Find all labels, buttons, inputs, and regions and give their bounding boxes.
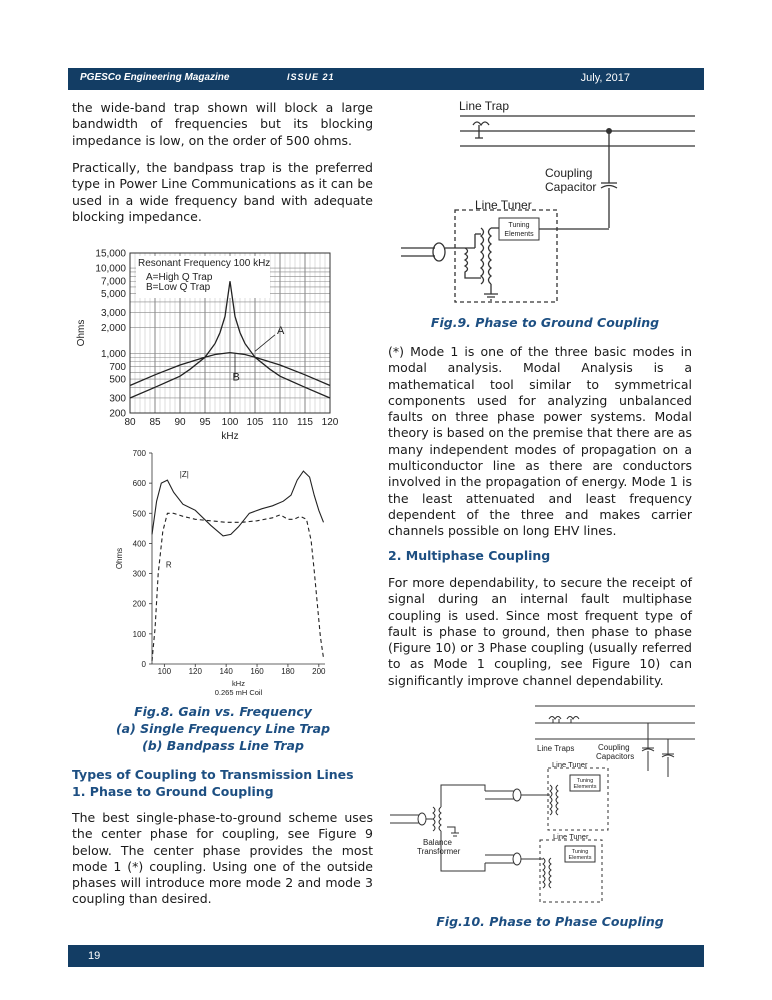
- x-tick-label: 100: [157, 667, 172, 676]
- line-tuner-label: Line Tuner: [475, 198, 532, 212]
- coupling-capacitor-symbol: [601, 183, 617, 188]
- tuner-coil-secondary: [489, 228, 492, 284]
- tuner-coil-primary: [481, 228, 484, 284]
- y-tick-label: 500: [132, 509, 146, 519]
- y-tick-label: 10,000: [95, 263, 126, 275]
- section-heading: [72, 767, 373, 800]
- tuning-label-b: Tuning: [571, 849, 589, 855]
- balance-ground-symbol: [447, 827, 459, 836]
- x-tick-label: 115: [297, 417, 313, 428]
- annotation-resonant: Resonant Frequency 100 kHz: [138, 258, 271, 269]
- page-header: [68, 68, 704, 90]
- coupling-label: Coupling: [598, 743, 630, 752]
- annotation-low-q: B=Low Q Trap: [146, 282, 211, 293]
- line-traps-symbol: [549, 717, 579, 724]
- y-tick-label: 600: [132, 479, 146, 489]
- y-axis-label: Ohms: [76, 319, 87, 347]
- coax-cable-end: [433, 243, 445, 261]
- fig10-caption: Fig.10. Phase to Phase Coupling: [436, 914, 664, 929]
- series-line-r: [152, 513, 324, 661]
- y-tick-label: 100: [132, 629, 146, 639]
- matching-coil: [465, 248, 481, 278]
- y-tick-label: 300: [109, 393, 126, 405]
- capacitors-label: Capacitors: [596, 752, 635, 761]
- x-tick-label: 180: [281, 667, 295, 676]
- y-tick-label: 0: [141, 660, 146, 669]
- y-tick-label: 500: [109, 374, 126, 386]
- y-tick-label: 200: [109, 408, 126, 420]
- line-traps-label: Line Traps: [537, 744, 575, 753]
- x-tick-label: 200: [312, 667, 326, 676]
- x-tick-label: 95: [199, 417, 211, 428]
- paragraph-bandpass-trap: Practically, the bandpass trap is the preferred type in Power Line Communications as it can be used in a wide frequency band with adequate blocking impedance.: [72, 160, 373, 224]
- capacitor-label: Capacitor: [545, 180, 597, 194]
- coupling-label: Coupling: [545, 166, 593, 180]
- x-axis-label: kHz: [221, 431, 239, 442]
- issue-number: ISSUE 21: [287, 72, 335, 82]
- fig8-caption-line2: (a) Single Frequency Line Trap: [115, 721, 331, 736]
- tuner-coil-b: [543, 858, 551, 888]
- balance-transformer-leads: [441, 785, 485, 871]
- connection-dot: [606, 128, 612, 134]
- section-heading-phase-ground: 1. Phase to Ground Coupling: [72, 783, 274, 799]
- line-trap-symbol: [473, 122, 489, 138]
- balance-label: Balance: [423, 838, 452, 847]
- multiphase-heading: 2. Multiphase Coupling: [388, 548, 551, 563]
- coax-output-cables: [485, 791, 515, 863]
- y-axis-label: Ohms: [115, 547, 124, 570]
- elements-label: Elements: [504, 231, 534, 238]
- x-tick-label: 85: [149, 417, 161, 428]
- series-label-z: |Z|: [179, 470, 189, 480]
- coax-to-tuner-leads: [520, 795, 550, 859]
- series-line-z: [152, 471, 324, 536]
- line-tuner-label-b: Line Tuner: [553, 832, 589, 841]
- x-tick-label: 110: [272, 417, 288, 428]
- ground-symbol: [484, 284, 498, 300]
- tuner-coil-a: [550, 785, 558, 815]
- line-tuner-label-a: Line Tuner: [552, 760, 588, 769]
- transformer-label: Transformer: [417, 847, 461, 856]
- x-tick-label: 105: [246, 417, 264, 428]
- x-tick-label: 100: [221, 417, 239, 428]
- magazine-name: PGESCo Engineering Magazine: [80, 72, 230, 83]
- tuning-label-a: Tuning: [576, 778, 594, 784]
- tuning-label: Tuning: [508, 222, 530, 229]
- paragraph-wideband-trap: the wide-band trap shown will block a large bandwidth of frequencies but its blocking impedance is low, on the order of 500 ohms.: [72, 100, 373, 148]
- y-tick-label: 15,000: [95, 248, 126, 260]
- y-tick-label: 1,000: [100, 348, 126, 360]
- section-heading-types: Types of Coupling to Transmission Lines: [72, 767, 354, 782]
- fig8-caption-line1: Fig.8. Gain vs. Frequency: [134, 704, 312, 719]
- x-tick-label: 140: [219, 667, 233, 676]
- elements-label-b: Elements: [568, 855, 592, 861]
- series-label-a: A: [277, 324, 285, 337]
- x-tick-label: 120: [321, 417, 339, 428]
- issue-date: July, 2017: [580, 72, 630, 84]
- elements-label-a: Elements: [573, 784, 597, 790]
- y-tick-label: 700: [132, 449, 146, 458]
- y-tick-label: 3,000: [100, 308, 126, 320]
- x-tick-label: 90: [174, 417, 186, 428]
- line-tuner-box: [455, 210, 557, 302]
- paragraph-single-phase: The best single-phase-to-ground scheme uses the center phase for coupling, see Figure 9 below. The center phase provides the most mode 1 (*) coupling. Using one of the outside phases will introduce more mode 2 and mode 3 coupling than desired.: [72, 810, 373, 907]
- x-tick-label: 80: [124, 417, 136, 428]
- y-tick-label: 200: [132, 599, 146, 609]
- single-frequency-trap-chart: [72, 243, 362, 443]
- balance-transformer-coil: [433, 807, 441, 831]
- phase-to-phase-diagram: [385, 703, 705, 908]
- phase-to-ground-diagram: [395, 98, 695, 310]
- coax-input-cable: [390, 815, 420, 823]
- y-tick-label: 7,000: [100, 276, 126, 288]
- x-axis-label: kHz: [232, 679, 245, 688]
- y-tick-label: 700: [109, 362, 126, 374]
- x-tick-label: 120: [188, 667, 202, 676]
- paragraph-multiphase: For more dependability, to secure the receipt of signal during an internal fault multiphase coupling is used. Since most frequent type of fault is phase to ground, then phase to phase (Figure 10) or 3 Phase coupling (usually referred to as Mode 1 coupling, see Figure 10) can significantly improve channel dependability.: [388, 575, 692, 688]
- line-trap-label: Line Trap: [459, 99, 510, 113]
- coil-annotation: 0.265 mH Coil: [214, 688, 263, 697]
- page-number: 19: [88, 950, 101, 962]
- fig8-caption: [98, 703, 348, 754]
- series-label-r: R: [165, 560, 172, 570]
- y-tick-label: 2,000: [100, 323, 126, 335]
- page-footer: [68, 945, 704, 967]
- coax-output-end-b: [513, 853, 521, 865]
- coupling-capacitor-1: [642, 723, 654, 771]
- y-tick-label: 300: [132, 569, 146, 579]
- series-label-b: B: [232, 371, 240, 384]
- x-tick-label: 160: [250, 667, 264, 676]
- fig9-caption: Fig.9. Phase to Ground Coupling: [430, 315, 660, 330]
- paragraph-mode1: (*) Mode 1 is one of the three basic modes in modal analysis. Modal Analysis is a mathematical tool similar to symmetrical components used for analyzing unbalanced faults on three phase power systems. Modal theory is based on the premise that there are as many independent modes of propagation on a multiconductor line as there are conductors involved in the propagation of energy. Mode 1 is the least attenuated and least frequency dependent of the three and makes carrier channels possible on long EHV lines.: [388, 344, 692, 539]
- annotation-high-q: A=High Q Trap: [146, 272, 213, 283]
- coax-input-end: [418, 813, 426, 825]
- fig8-caption-line3: (b) Bandpass Line Trap: [142, 738, 304, 753]
- y-tick-label: 5,000: [100, 289, 126, 301]
- y-tick-label: 400: [132, 539, 146, 549]
- coupling-capacitor-2: [662, 739, 674, 777]
- coax-output-end-a: [513, 789, 521, 801]
- bandpass-trap-chart: [110, 443, 330, 701]
